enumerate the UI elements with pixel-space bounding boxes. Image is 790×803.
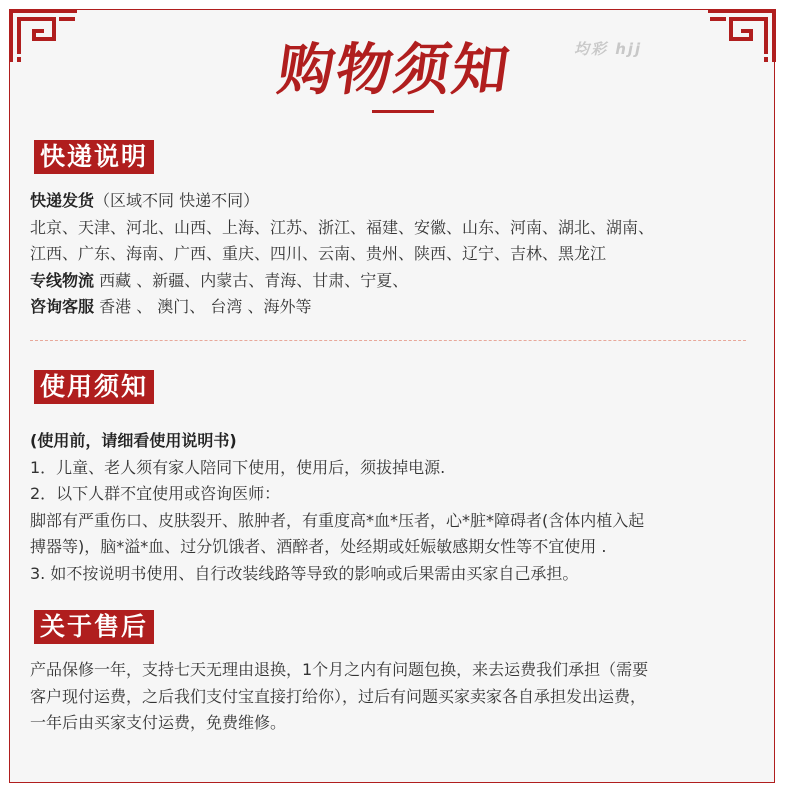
delivery-regions-line-2: 江西、广东、海南、广西、重庆、四川、云南、贵州、陕西、辽宁、吉林、黑龙江 [30, 244, 607, 263]
delivery-note: （区域不同 快递不同） [94, 191, 260, 210]
aftersale-section-heading: 关于售后 [34, 610, 154, 644]
special-logistics-regions: 西藏 、新疆、内蒙古、青海、甘肃、宁夏、 [94, 270, 409, 290]
aftersale-line-2: 客户现付运费，之后我们支付宝直接打给你），过后有问题买家卖家各自承担发出运费， [30, 686, 647, 706]
special-logistics-label: 专线物流 [30, 270, 95, 290]
usage-item-1: 1．儿童、老人须有家人陪同下使用，使用后，须拔掉电源. [30, 457, 446, 477]
consult-service-label: 咨询客服 [30, 297, 95, 316]
title-underline [372, 110, 434, 113]
usage-item-2: 2．以下人群不宜使用或咨询医师： [30, 484, 281, 503]
usage-item-2-detail-2: 搏器等)，脑*溢*血、过分饥饿者、酒醉者，处经期或妊娠敏感期女性等不宜使用 . [30, 537, 607, 556]
page-title: 购物须知 [273, 37, 516, 103]
consult-service-line [30, 294, 760, 321]
delivery-line [30, 188, 760, 215]
delivery-regions-line-1: 北京、天津、河北、山西、上海、江苏、浙江、福建、安徽、山东、河南、湖北、湖南、 [30, 217, 655, 237]
usage-item-3: 3. 如不按说明书使用、自行改装线路等导致的影响或后果需由买家自己承担。 [30, 563, 579, 583]
usage-section-heading: 使用须知 [34, 370, 154, 404]
section-divider [30, 340, 746, 341]
express-section-heading: 快递说明 [34, 140, 154, 174]
usage-section-body [30, 428, 760, 587]
aftersale-section-body [30, 657, 760, 737]
express-section-body [30, 188, 760, 321]
delivery-label: 快递发货 [30, 191, 95, 210]
aftersale-line-1: 产品保修一年，支持七天无理由退换，1个月之内有问题包换，来去运费我们承担（需要 [30, 660, 649, 679]
usage-item-2-detail-1: 脚部有严重伤口、皮肤裂开、脓肿者，有重度高*血*压者，心*脏*障碍者(含体内植入起 [30, 510, 645, 530]
consult-service-regions: 香港 、 澳门、 台湾 、海外等 [94, 297, 312, 316]
aftersale-line-3: 一年后由买家支付运费，免费维修。 [30, 713, 287, 732]
special-logistics-line [30, 268, 760, 295]
watermark: 均彩 hjj [574, 40, 643, 58]
usage-intro: (使用前，请细看使用说明书) [30, 431, 237, 450]
